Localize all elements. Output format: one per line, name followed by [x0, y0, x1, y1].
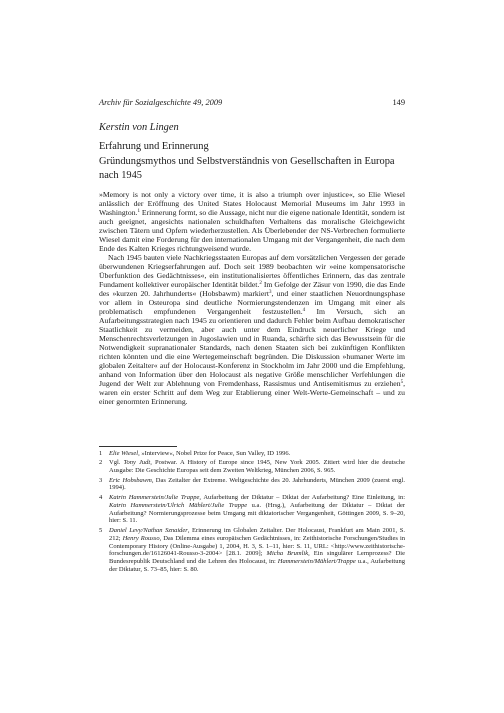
page-number: 149 [392, 98, 405, 107]
article-subtitle: Gründungsmythos und Selbstverständnis von Gesellschaften in Europa nach 1945 [99, 156, 395, 181]
footnote-3: 3 Eric Hobsbawm, Das Zeitalter der Extreme. Weltgeschichte des 20. Jahrhunderts, München 2009 (zuerst engl. 1994). [99, 476, 405, 492]
article-author: Kerstin von Lingen [99, 122, 179, 133]
footnote-ref[interactable]: 5 [400, 380, 404, 385]
footnote-ref[interactable]: 1 [137, 209, 140, 214]
journal-title: Archiv für Sozialgeschichte 49, 2009 [99, 98, 223, 107]
footnote-ref[interactable]: 4 [302, 308, 306, 313]
running-header [99, 97, 405, 109]
footnote-ref[interactable]: 3 [269, 290, 272, 295]
paragraph-1: »Memory is not only a victory over time, it is also a triumph over injustice«, so Elie Wiesel anlässlich der Eröffnung des United States Holocaust Memorial Museums im Jahr 1993 in Washington.$^1$ Erinnerung formt, so die Aussage, nicht nur die eigene nationale Identität, sondern ist auch geeignet, angesichts nationalen schuldhaften Verhaltens das moralische Gleichgewicht zwischen Tätern und Opfern wiederherzustellen. Als Überlebender der NS-Verbrechen formulierte Wiesel damit eine Forderung für den internationalen Umgang mit der Vergangenheit, die nach dem Ende des Kalten Krieges richtungweisend wurde. [99, 190, 405, 253]
footnote-ref[interactable]: 2 [259, 281, 262, 286]
article-body [99, 190, 405, 406]
footnote-1: 1 Elie Wiesel, »Interview«, Nobel Prize for Peace, Sun Valley, ID 1996. [99, 450, 291, 457]
footnote-4: 4 Katrin Hammerstein/Julie Trappe, Aufarbeitung der Diktatur – Diktat der Aufarbeitung? Eine Einleitung, in: Katrin Hammerstein/Ulrich Mählert/Julie Trappe u.a. (Hrsg.), Aufarbeitung der Diktatur – Diktat der Aufarbeitung? Normierungsprozesse beim Umgang mit diktatorischer Vergangenheit, Göttingen 2009, S. 9–20, hier: S. 11. [99, 493, 406, 525]
article-title: Erfahrung und Erinnerung [99, 141, 209, 152]
footnote-2: 2 Vgl. Tony Judt, Postwar. A History of Europe since 1945, New York 2005. Zitiert wird hier die deutsche Ausgabe: Die Geschichte Europas seit dem Zweiten Weltkrieg, München 2006, S. 965. [99, 459, 405, 475]
paragraph-2: Nach 1945 bauten viele Nachkriegsstaaten Europas auf dem vorsätzlichen Vergessen der gerade überwundenen Kriegserfahrungen auf. Doch seit 1989 beobachten wir »eine kompensatorische Überfunktion des Gedächtnisses«, ein institutionalisiertes öffentliches Erinnern, das das zentrale Fundament kollektiver europäischer Identität bildet.$^2$ Im Gefolge der Zäsur von 1990, die das Ende des »kurzen 20. Jahrhunderts« (Hobsbawm) markiert$^3$, und einer staatlichen Neuordnungsphase vor allem in Osteuropa sind deutliche Normierungstendenzen im Umgang mit einer als problematisch empfundenen Vergangenheit festzustellen.$^4$ Im Versuch, sich an Aufarbeitungsstrategien nach 1945 zu orientieren und dadurch Fehler beim Aufbau demokratischer Staatlichkeit zu vermeiden, aber auch unter dem Eindruck neuerlicher Kriege und Menschenrechtsverletzungen in Jugoslawien und in Ruanda, schärfte sich das Bewusstsein für die Notwendigkeit supranationaler Standards, nach denen Staaten sich bei zukünftigen Konflikten richten könnten und die eine Wertegemeinschaft begründen. Die Diskussion »humaner Werte im globalen Zeitalter« auf der Holocaust-Konferenz in Stockholm im Jahr 2000 und die Empfehlung, anhand von Information über den Holocaust als negative Größe menschlicher Verfehlungen die Jugend der Welt zur Ablehnung von Fremdenhass, Rassismus und Antisemitismus zu erziehen$^5$, waren ein erster Schritt auf dem Weg zur Etablierung einer Welt-Werte-Gemeinschaft – und zu einer genormten Erinnerung. [99, 253, 405, 406]
footnote-5: 5 Daniel Levy/Nathan Sznaider, Erinnerung im Globalen Zeitalter. Der Holocaust, Frankfurt am Main 2001, S. 212; Henry Rousso, Das Dilemma eines europäischen Gedächtnisses, in: Zeithistorische Forschungen/Studies in Contemporary History (Online-Ausgabe) 1, 2004, H. 3, S. 1–11, hier: S. 11, URL: <http://www.zeithistorische-forschungen.de/16126041-Rousso-3-2004> [28.1. 2009]; Micha Brumlik, Ein singulärer Lernprozess? Die Bundesrepublik Deutschland und die Lehren des Holocaust, in: Hammerstein/Mählert/Trappe u.a., Aufarbeitung der Diktatur, S. 73–85, hier: S. 80. [99, 526, 406, 574]
footnotes [99, 450, 405, 576]
footnote-divider [99, 446, 177, 447]
